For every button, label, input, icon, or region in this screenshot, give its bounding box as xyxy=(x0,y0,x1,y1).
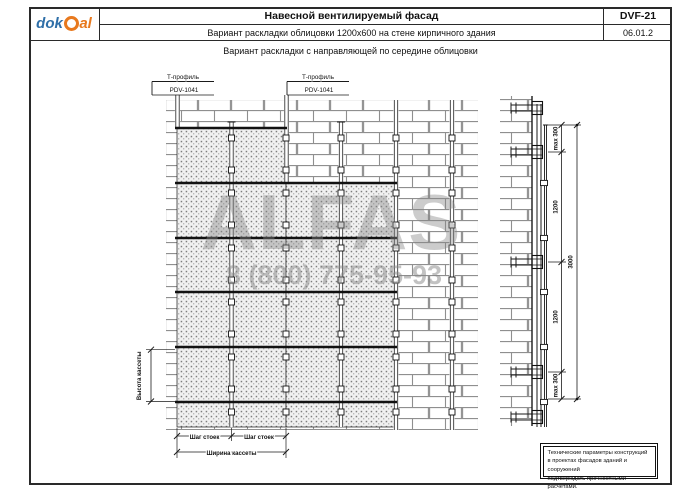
tprofile-label-2-line1: Т-профиль xyxy=(301,74,335,81)
sheet-subtitle: Вариант раскладки облицовки 1200х600 на стене кирпичного здания xyxy=(100,25,603,41)
dim-stud-step-1: Шаг стоек xyxy=(189,434,220,441)
sheet-number: 06.01.2 xyxy=(603,25,672,41)
dim-side-1200-b: 1200 xyxy=(553,310,560,324)
dim-side-max300-bottom: max 300 xyxy=(553,373,560,398)
watermark-name: ALFAS xyxy=(200,178,462,266)
dim-cassette-width: Ширина кассеты xyxy=(206,450,257,457)
logo-cell xyxy=(29,7,100,41)
dim-side-total-3000: 3000 xyxy=(568,255,575,269)
logo-text-dok: dok xyxy=(36,15,63,32)
variant-caption: Вариант раскладки с направляющей по середине облицовки xyxy=(223,46,478,56)
watermark-phone: 8 (800) 775-95-93 xyxy=(225,260,443,290)
tprofile-label-1-line2: PDV-1041 xyxy=(169,87,199,94)
tprofile-label-1-line1: Т-профиль xyxy=(166,74,200,81)
technical-note-box xyxy=(540,443,658,491)
dim-side-1200-a: 1200 xyxy=(553,200,560,214)
logo-text-al: al xyxy=(79,15,92,32)
sheet-title: Навесной вентилируемый фасад xyxy=(100,7,603,25)
technical-note-text xyxy=(543,446,656,491)
dim-stud-step-2: Шаг стоек xyxy=(244,434,274,441)
tprofile-label-2-line2: PDV-1041 xyxy=(304,87,334,94)
company-logo xyxy=(36,15,92,32)
dim-side-max300-top: max 300 xyxy=(553,126,560,151)
note-line-1: Технические параметры конструкций xyxy=(547,449,648,456)
note-line-3: подтверждать прочностными расчетами. xyxy=(547,475,626,491)
note-line-2: в проектах фасадов зданий и сооружений xyxy=(547,458,628,473)
dim-cassette-height: Высота кассеты xyxy=(136,351,143,401)
logo-s-icon xyxy=(64,16,79,31)
facade-drawing xyxy=(29,62,672,483)
document-code: DVF-21 xyxy=(603,7,672,25)
